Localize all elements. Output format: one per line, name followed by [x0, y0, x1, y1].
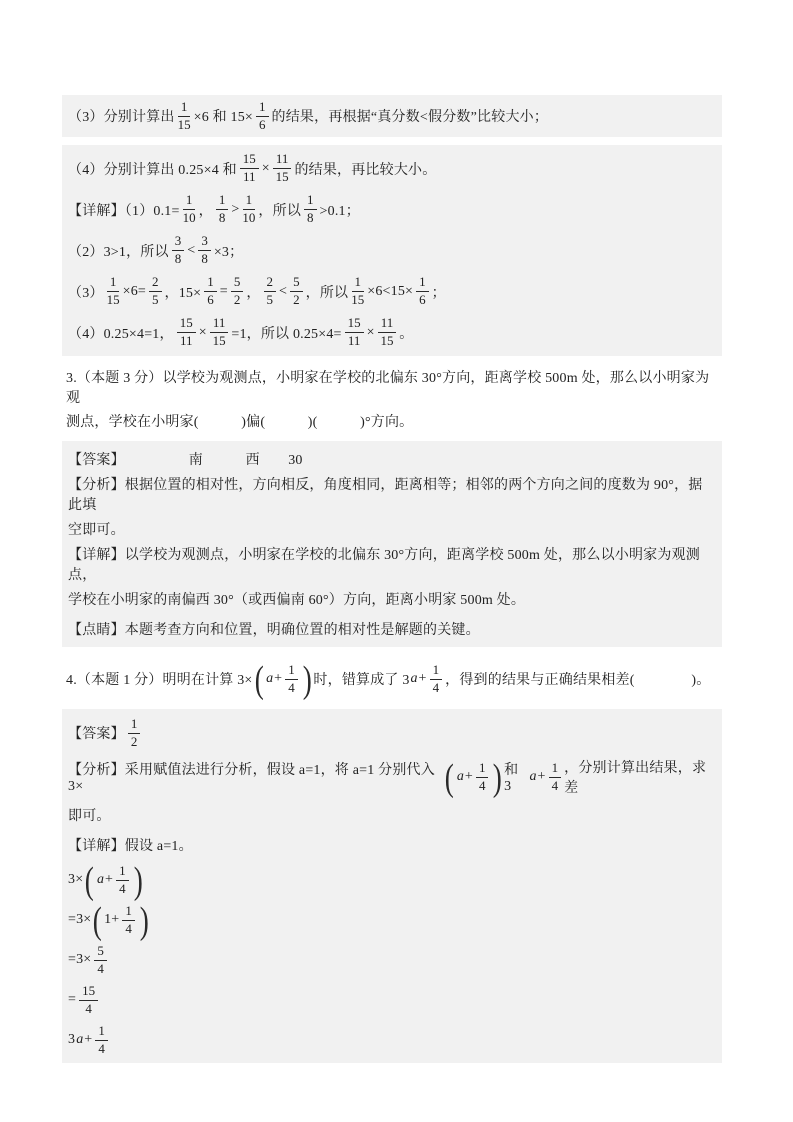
denominator: 8 — [307, 210, 314, 225]
text-segment: 3 — [68, 1032, 76, 1047]
denominator: 4 — [85, 1000, 92, 1016]
fraction — [416, 275, 429, 308]
variable: a — [76, 1032, 84, 1047]
numerator: 1 — [416, 275, 429, 292]
fraction — [351, 275, 364, 308]
text-line: =3× ( 1+ $\frac{1}{4}$ ) — [68, 898, 149, 942]
denominator: 6 — [419, 292, 426, 307]
fraction — [128, 717, 141, 750]
numerator: 1 — [243, 193, 256, 210]
text-line — [68, 940, 716, 980]
text-segment: = — [219, 283, 228, 299]
numerator: 1 — [95, 1024, 108, 1041]
denominator: 5 — [152, 292, 159, 307]
text-segment: < — [279, 283, 288, 299]
fraction — [290, 275, 303, 308]
text-segment: 和 3 — [504, 763, 523, 794]
text-segment: 。 — [399, 326, 414, 342]
q2-part3 — [62, 95, 722, 137]
numerator: 1 — [256, 100, 269, 117]
denominator: 8 — [174, 251, 182, 266]
fraction — [210, 316, 229, 349]
fraction — [242, 193, 255, 226]
text-segment: 即可。 — [68, 809, 111, 824]
numerator: 1 — [178, 100, 191, 117]
numerator: 1 — [476, 761, 489, 778]
denominator: 2 — [130, 733, 138, 749]
numerator: 1 — [183, 193, 196, 210]
numerator: 5 — [94, 944, 107, 961]
text-segment: 【分析】采用赋值法进行分析，假设 a=1，将 a=1 分别代入 3× — [68, 763, 439, 794]
fraction — [107, 275, 120, 308]
text-line — [68, 474, 716, 514]
fraction — [198, 234, 211, 267]
denominator: 15 — [106, 292, 120, 307]
q4-statement — [62, 653, 722, 705]
denominator: 10 — [182, 210, 196, 225]
text-segment: =1，所以 0.25×4= — [231, 326, 342, 342]
fraction — [178, 100, 191, 133]
q2-part4-and-details — [62, 145, 722, 356]
numerator: 1 — [352, 275, 365, 292]
text-line — [68, 444, 716, 474]
text-line — [68, 189, 716, 230]
text-segment: × — [198, 324, 207, 340]
text-segment: 的结果，再比较大小。 — [294, 162, 437, 178]
text-segment: > — [231, 201, 240, 217]
denominator: 4 — [288, 679, 295, 695]
fraction — [430, 663, 443, 696]
variable: a — [529, 769, 537, 784]
denominator: 15 — [380, 333, 394, 348]
text-segment: ； — [431, 285, 446, 301]
text-segment: + — [464, 769, 473, 784]
denominator: 15 — [212, 333, 226, 348]
denominator: 6 — [259, 116, 266, 132]
numerator: 2 — [264, 275, 277, 292]
fraction — [177, 316, 196, 349]
denominator: 15 — [177, 116, 191, 132]
denominator: 11 — [347, 333, 361, 348]
denominator: 4 — [125, 920, 132, 936]
denominator: 4 — [97, 960, 104, 976]
denominator: 4 — [551, 777, 559, 793]
numerator: 1 — [122, 904, 135, 921]
numerator: 1 — [204, 275, 217, 292]
denominator: 4 — [98, 1040, 105, 1056]
text-segment: 【详解】假设 a=1。 — [68, 839, 193, 854]
text-line — [68, 584, 716, 614]
fraction — [285, 663, 298, 696]
numerator: 1 — [128, 717, 141, 734]
q4-answer-analysis — [62, 709, 722, 1063]
numerator: 5 — [231, 275, 244, 292]
denominator: 8 — [201, 251, 208, 266]
denominator: 2 — [293, 292, 300, 307]
text-segment: 4.（本题 1 分）明明在计算 3× — [66, 673, 253, 688]
text-line — [68, 1020, 716, 1060]
text-segment: 【详解】（1）0.1= — [68, 203, 180, 219]
denominator: 4 — [432, 679, 440, 695]
numerator: 15 — [177, 316, 196, 333]
text-line — [68, 98, 716, 134]
variable: a — [96, 872, 104, 887]
text-segment: 测点，学校在小明家( )偏( )( )°方向。 — [66, 414, 414, 430]
text-segment: ，得到的结果与正确结果相差( )。 — [445, 673, 711, 688]
text-segment: 3.（本题 3 分）以学校为观测点，小明家在学校的北偏东 30°方向，距离学校 500m 处，那么以小明家为观 — [66, 371, 710, 406]
document-page — [62, 95, 722, 1063]
numerator: 5 — [290, 275, 303, 292]
fraction — [476, 761, 489, 794]
text-segment: 学校在小明家的南偏西 30°（或西偏南 60°）方向，距离小明家 500m 处。 — [68, 593, 526, 608]
text-segment: ， — [198, 203, 213, 219]
numerator: 1 — [116, 864, 129, 881]
text-segment: ，15× — [164, 285, 202, 301]
numerator: 3 — [172, 234, 185, 251]
fraction — [204, 275, 217, 308]
numerator: 3 — [198, 234, 211, 251]
text-segment: 【详解】以学校为观测点，小明家在学校的北偏东 30°方向，距离学校 500m 处，那么以小明家为观测点， — [68, 548, 700, 583]
text-segment: （3）分别计算出 — [68, 110, 175, 125]
numerator: 1 — [107, 275, 120, 292]
text-line: 【分析】采用赋值法进行分析，假设 a=1，将 a=1 分别代入 3× ( a + $\frac{1}{4}$ ) 和 3 a + $\frac{1}{4}$ ，分别计算出结果，求差 — [68, 754, 716, 800]
denominator: 11 — [179, 333, 193, 348]
numerator: 1 — [285, 663, 298, 680]
text-segment: ×6<15× — [367, 283, 414, 299]
text-segment: 【答案】 南 西 30 — [68, 453, 303, 468]
fraction — [79, 984, 98, 1017]
text-line: 3× ( a + $\frac{1}{4}$ ) — [68, 858, 143, 902]
denominator: 8 — [218, 210, 226, 225]
numerator: 2 — [149, 275, 162, 292]
text-line — [68, 148, 716, 189]
q3-statement — [62, 364, 722, 437]
denominator: 15 — [351, 292, 365, 307]
fraction — [122, 904, 135, 937]
fraction — [94, 944, 107, 977]
document-content — [62, 95, 722, 1063]
text-line — [68, 614, 716, 644]
fraction — [95, 1024, 108, 1057]
fraction — [304, 193, 317, 226]
text-segment: + — [84, 1032, 93, 1047]
text-line — [68, 514, 716, 544]
text-segment: ，分别计算出结果，求差 — [564, 761, 707, 796]
variable: a — [456, 769, 464, 784]
numerator: 1 — [549, 761, 562, 778]
text-segment: =3× — [68, 912, 92, 927]
denominator: 10 — [242, 210, 256, 225]
fraction — [264, 275, 277, 308]
fraction — [183, 193, 196, 226]
text-segment: 1+ — [104, 912, 120, 927]
text-segment: 3× — [68, 872, 84, 887]
q3-answer-analysis — [62, 441, 722, 647]
denominator: 4 — [119, 880, 126, 896]
text-segment: =3× — [68, 952, 92, 967]
fraction — [549, 761, 562, 794]
text-segment: 【答案】 — [68, 727, 125, 742]
denominator: 2 — [233, 292, 241, 307]
text-segment: ， — [246, 285, 261, 301]
numerator: 1 — [430, 663, 443, 680]
text-segment: < — [187, 242, 196, 258]
text-segment: ，所以 — [305, 285, 349, 301]
text-line — [68, 800, 716, 830]
fraction — [256, 100, 269, 133]
text-line — [68, 712, 716, 754]
fraction — [345, 316, 364, 349]
text-line — [68, 230, 716, 271]
fraction — [216, 193, 229, 226]
text-segment: ×3； — [213, 244, 244, 260]
denominator: 4 — [478, 777, 486, 793]
text-segment: （4）分别计算出 0.25×4 和 — [68, 162, 237, 178]
denominator: 5 — [266, 292, 274, 307]
text-segment: >0.1； — [319, 203, 360, 219]
text-segment: （4）0.25×4=1， — [68, 326, 174, 342]
text-segment: = — [68, 992, 77, 1007]
text-segment: + — [537, 769, 546, 784]
fraction — [231, 275, 244, 308]
text-segment: （2）3>1，所以 — [68, 244, 169, 260]
text-segment: ，所以 — [258, 203, 302, 219]
fraction — [149, 275, 162, 308]
text-line — [68, 312, 716, 353]
text-line: 4.（本题 1 分）明明在计算 3× ( a + $\frac{1}{4}$ ) 时，错算成了 3 a + $\frac{1}{4}$ ，得到的结果与正确结果相差( )。 — [66, 657, 711, 701]
text-segment: 【点睛】本题考查方向和位置，明确位置的相对性是解题的关键。 — [68, 623, 480, 638]
numerator: 15 — [345, 316, 364, 333]
numerator: 11 — [210, 316, 229, 333]
text-segment: 时，错算成了 3 — [313, 673, 410, 688]
numerator: 15 — [240, 152, 259, 169]
fraction — [273, 152, 292, 185]
text-segment: + — [274, 671, 283, 686]
fraction — [172, 234, 185, 267]
denominator: 15 — [275, 169, 289, 184]
fraction — [378, 316, 397, 349]
variable: a — [266, 671, 274, 686]
text-segment: + — [418, 671, 427, 686]
text-line — [66, 367, 716, 407]
text-line — [68, 830, 716, 860]
numerator: 1 — [304, 193, 317, 210]
text-segment: （3） — [68, 285, 104, 301]
denominator: 11 — [243, 169, 256, 184]
text-segment: 【分析】根据位置的相对性，方向相反，角度相同，距离相等；相邻的两个方向之间的度数为 90°，据此填 — [68, 478, 703, 513]
text-segment: × — [261, 160, 270, 176]
numerator: 1 — [216, 193, 229, 210]
text-segment: × — [366, 324, 375, 340]
variable: a — [410, 671, 418, 686]
text-segment: ×6 和 15× — [193, 110, 254, 125]
numerator: 11 — [378, 316, 397, 333]
text-line — [68, 271, 716, 312]
fraction — [240, 152, 259, 185]
text-segment: ×6= — [122, 283, 147, 299]
text-segment: 的结果，再根据“真分数<假分数”比较大小； — [271, 110, 549, 125]
denominator: 6 — [207, 292, 214, 307]
text-segment: + — [104, 872, 114, 887]
text-line — [68, 544, 716, 584]
numerator: 11 — [273, 152, 292, 169]
text-segment: 空即可。 — [68, 523, 125, 538]
numerator: 15 — [79, 984, 98, 1001]
text-line — [68, 980, 716, 1020]
fraction — [116, 864, 129, 897]
text-line — [66, 407, 716, 434]
